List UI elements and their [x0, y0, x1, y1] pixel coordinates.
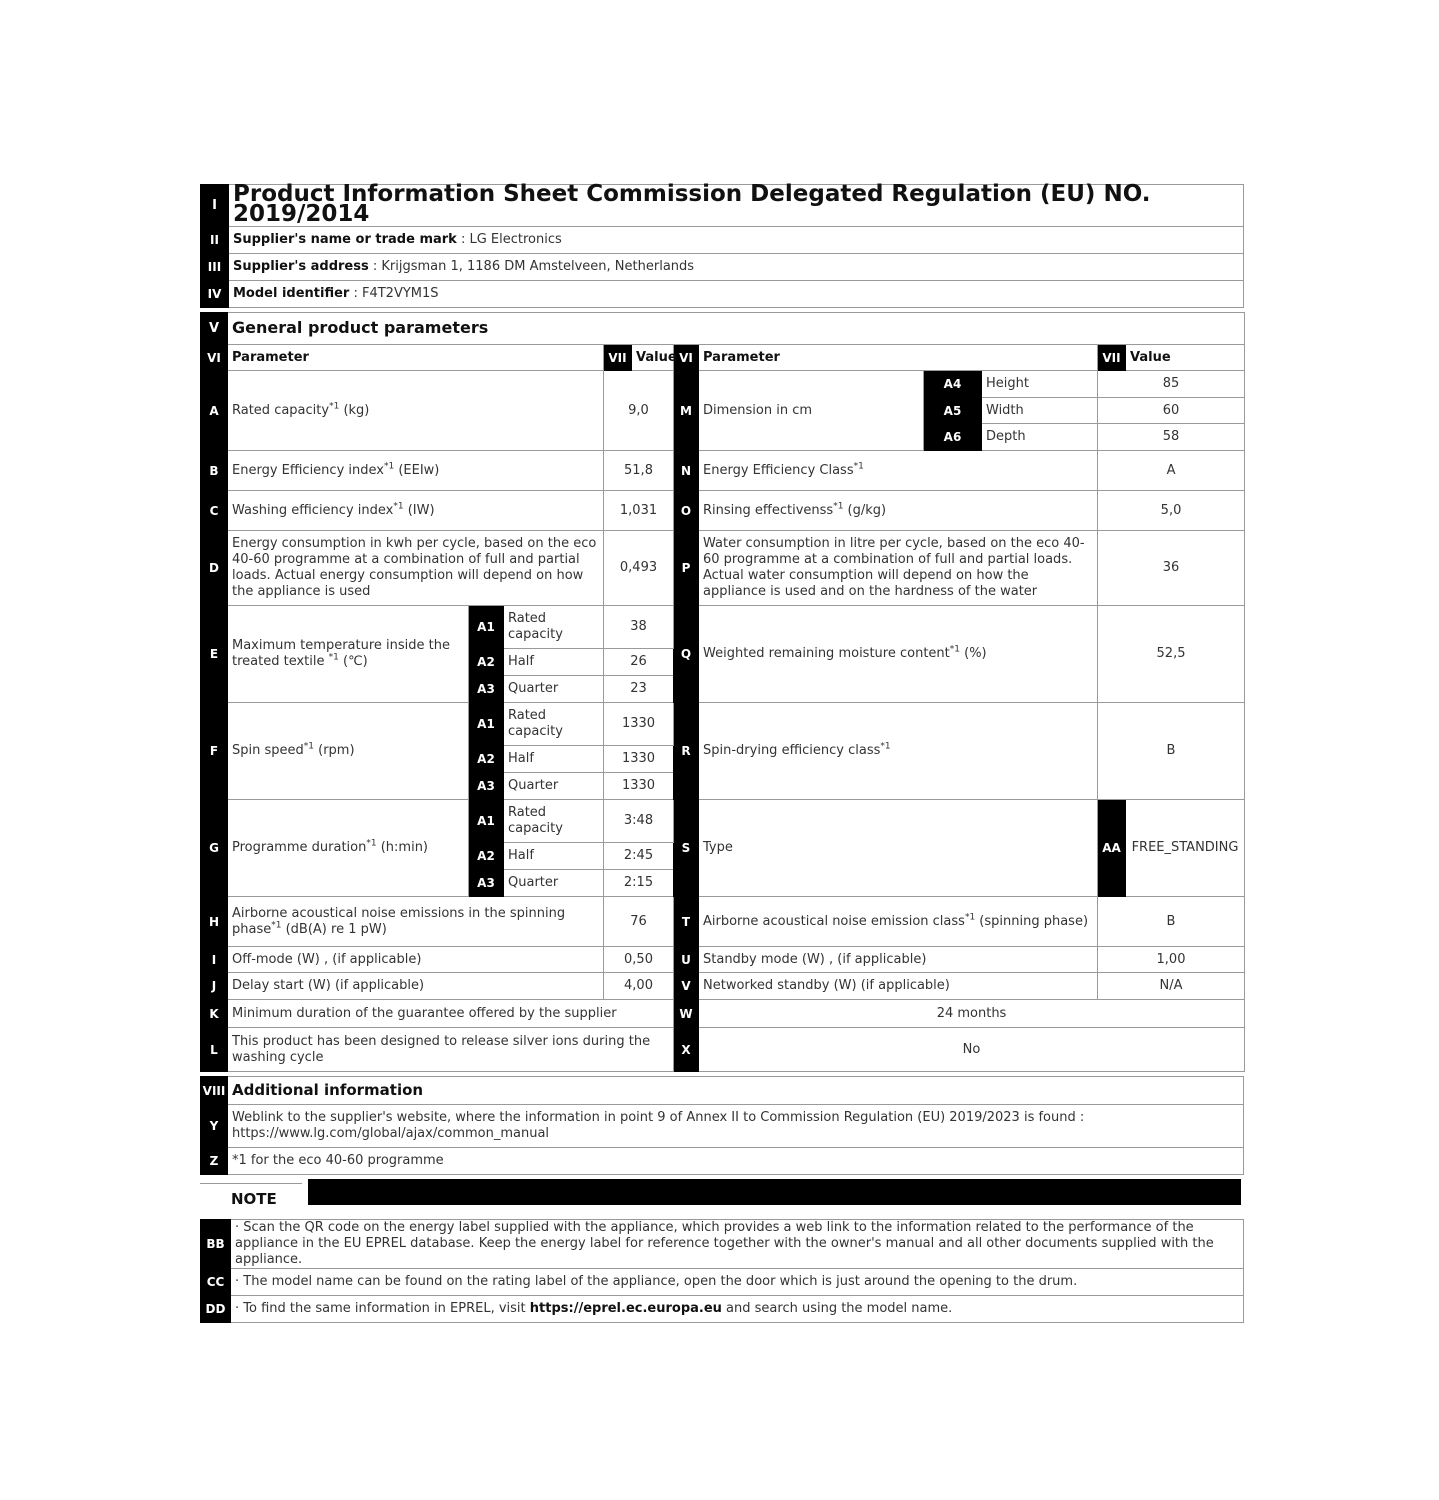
- row-key: III: [201, 254, 229, 281]
- row-key: Y: [201, 1105, 228, 1148]
- col-value: Value: [632, 345, 674, 371]
- sub-label: Quarter: [504, 870, 604, 897]
- silver-ions-label: This product has been designed to release silver ions during the washing cycle: [228, 1028, 674, 1072]
- duration-rated-value: 3:48: [604, 800, 674, 843]
- dimension-label: Dimension in cm: [699, 371, 924, 451]
- height-value: 85: [1098, 371, 1245, 398]
- rinsing-value: 5,0: [1098, 491, 1245, 531]
- sub-key: A2: [469, 746, 504, 773]
- product-information-sheet: [200, 180, 1244, 1323]
- max-temperature-label: Maximum temperature inside the treated textile $^{*1}$ (℃): [228, 606, 469, 703]
- section-title: General product parameters: [228, 313, 1245, 345]
- sub-label: Half: [504, 649, 604, 676]
- networked-standby-label: Networked standby (W) (if applicable): [699, 973, 1098, 1000]
- spin-quarter-value: 1330: [604, 773, 674, 800]
- sub-key: A3: [469, 676, 504, 703]
- row-key: IV: [201, 281, 229, 308]
- row-key: CC: [201, 1269, 231, 1296]
- weblink-text: Weblink to the supplier's website, where the information in point 9 of Annex II to Commission Regulation (EU) 2019/2023 is found : https://www.lg.com/global/ajax/common_manual: [228, 1105, 1244, 1148]
- energy-class-label: Energy Efficiency Class$^{*1}$: [699, 451, 1098, 491]
- sub-key: A1: [469, 800, 504, 843]
- row-key: Z: [201, 1148, 228, 1175]
- note-cc: · The model name can be found on the rating label of the appliance, open the door which is just around the opening to the drum.: [231, 1269, 1244, 1296]
- standby-label: Standby mode (W) , (if applicable): [699, 947, 1098, 973]
- col-parameter: Parameter: [228, 345, 604, 371]
- height-label: Height: [982, 371, 1098, 398]
- noise-emission-value: 76: [604, 897, 674, 947]
- note-header: [200, 1179, 1244, 1219]
- sub-key: A2: [469, 843, 504, 870]
- row-key: I: [201, 185, 229, 227]
- col-key: VI: [201, 345, 228, 371]
- guarantee-label: Minimum duration of the guarantee offered by the supplier: [228, 1000, 674, 1028]
- row-key: R: [674, 703, 699, 800]
- sub-key: A1: [469, 703, 504, 746]
- row-key: B: [201, 451, 228, 491]
- spin-drying-class-label: Spin-drying efficiency class$^{*1}$: [699, 703, 1098, 800]
- sub-key: A4: [924, 371, 982, 398]
- type-label: Type: [699, 800, 1098, 897]
- sub-key: AA: [1098, 800, 1126, 897]
- spin-rated-value: 1330: [604, 703, 674, 746]
- row-key: S: [674, 800, 699, 897]
- supplier-address: Supplier's address : Krijgsman 1, 1186 DM Amstelveen, Netherlands: [229, 254, 1244, 281]
- sub-key: A3: [469, 773, 504, 800]
- width-value: 60: [1098, 398, 1245, 424]
- sub-label: Quarter: [504, 773, 604, 800]
- sub-key: A5: [924, 398, 982, 424]
- general-parameters-table: [200, 312, 1245, 1072]
- off-mode-label: Off-mode (W) , (if applicable): [228, 947, 604, 973]
- networked-standby-value: N/A: [1098, 973, 1245, 1000]
- energy-class-value: A: [1098, 451, 1245, 491]
- row-key: H: [201, 897, 228, 947]
- row-key: DD: [201, 1296, 231, 1323]
- spin-drying-class-value: B: [1098, 703, 1245, 800]
- programme-duration-label: Programme duration$^{*1}$ (h:min): [228, 800, 469, 897]
- note-label: NOTE: [200, 1183, 302, 1213]
- row-key: A: [201, 371, 228, 451]
- guarantee-value: 24 months: [699, 1000, 1245, 1028]
- spin-half-value: 1330: [604, 746, 674, 773]
- energy-consumption-label: Energy consumption in kwh per cycle, based on the eco 40-60 programme at a combination of full and partial loads. Actual energy consumption will depend on how the appliance is used: [228, 531, 604, 606]
- row-key: V: [201, 313, 228, 345]
- moisture-value: 52,5: [1098, 606, 1245, 703]
- sub-label: Rated capacity: [504, 606, 604, 649]
- rated-capacity-value: 9,0: [604, 371, 674, 451]
- sub-key: A6: [924, 424, 982, 451]
- type-value: FREE_STANDING: [1126, 800, 1245, 897]
- spin-speed-label: Spin speed$^{*1}$ (rpm): [228, 703, 469, 800]
- eei-value: 51,8: [604, 451, 674, 491]
- section-title: Additional information: [228, 1077, 1244, 1105]
- eei-label: Energy Efficiency index$^{*1}$ (EEIw): [228, 451, 604, 491]
- col-parameter: Parameter: [699, 345, 1098, 371]
- row-key: BB: [201, 1220, 231, 1269]
- row-key: II: [201, 227, 229, 254]
- row-key: G: [201, 800, 228, 897]
- temperature-half-value: 26: [604, 649, 674, 676]
- temperature-quarter-value: 23: [604, 676, 674, 703]
- sub-label: Quarter: [504, 676, 604, 703]
- row-key: U: [674, 947, 699, 973]
- sub-key: A2: [469, 649, 504, 676]
- noise-class-value: B: [1098, 897, 1245, 947]
- washing-index-value: 1,031: [604, 491, 674, 531]
- noise-class-label: Airborne acoustical noise emission class$^{*1}$ (spinning phase): [699, 897, 1098, 947]
- row-key: J: [201, 973, 228, 1000]
- row-key: K: [201, 1000, 228, 1028]
- model-identifier: Model identifier : F4T2VYM1S: [229, 281, 1244, 308]
- col-value: Value: [1126, 345, 1245, 371]
- rated-capacity-label: Rated capacity$^{*1}$ (kg): [228, 371, 604, 451]
- row-key: V: [674, 973, 699, 1000]
- footnote-text: *1 for the eco 40-60 programme: [228, 1148, 1244, 1175]
- delay-start-value: 4,00: [604, 973, 674, 1000]
- sub-key: A3: [469, 870, 504, 897]
- row-key: T: [674, 897, 699, 947]
- sub-label: Rated capacity: [504, 800, 604, 843]
- row-key: D: [201, 531, 228, 606]
- sub-label: Half: [504, 746, 604, 773]
- note-dd: · To find the same information in EPREL, visit https://eprel.ec.europa.eu and search using the model name.: [231, 1296, 1244, 1323]
- temperature-rated-value: 38: [604, 606, 674, 649]
- water-consumption-value: 36: [1098, 531, 1245, 606]
- sheet-title: Product Information Sheet Commission Delegated Regulation (EU) NO. 2019/2014: [229, 185, 1244, 227]
- row-key: L: [201, 1028, 228, 1072]
- row-key: C: [201, 491, 228, 531]
- energy-consumption-value: 0,493: [604, 531, 674, 606]
- row-key: VIII: [201, 1077, 228, 1105]
- sub-label: Half: [504, 843, 604, 870]
- silver-ions-value: No: [699, 1028, 1245, 1072]
- row-key: I: [201, 947, 228, 973]
- delay-start-label: Delay start (W) (if applicable): [228, 973, 604, 1000]
- notes-table: [200, 1219, 1244, 1323]
- sub-key: A1: [469, 606, 504, 649]
- off-mode-value: 0,50: [604, 947, 674, 973]
- water-consumption-label: Water consumption in litre per cycle, based on the eco 40-60 programme at a combination of full and partial loads. Actual water consumption will depend on how the appliance is used and on the hardness of the water: [699, 531, 1098, 606]
- row-key: N: [674, 451, 699, 491]
- noise-emission-label: Airborne acoustical noise emissions in the spinning phase$^{*1}$ (dB(A) re 1 pW): [228, 897, 604, 947]
- col-key: VI: [674, 345, 699, 371]
- moisture-label: Weighted remaining moisture content$^{*1}$ (%): [699, 606, 1098, 703]
- col-key: VII: [604, 345, 632, 371]
- row-key: Q: [674, 606, 699, 703]
- rinsing-label: Rinsing effectivenss$^{*1}$ (g/kg): [699, 491, 1098, 531]
- row-key: M: [674, 371, 699, 451]
- col-key: VII: [1098, 345, 1126, 371]
- row-key: F: [201, 703, 228, 800]
- row-key: W: [674, 1000, 699, 1028]
- duration-quarter-value: 2:15: [604, 870, 674, 897]
- supplier-name: Supplier's name or trade mark : LG Electronics: [229, 227, 1244, 254]
- depth-label: Depth: [982, 424, 1098, 451]
- sub-label: Rated capacity: [504, 703, 604, 746]
- width-label: Width: [982, 398, 1098, 424]
- duration-half-value: 2:45: [604, 843, 674, 870]
- note-bar: [308, 1179, 1241, 1205]
- depth-value: 58: [1098, 424, 1245, 451]
- note-bb: · Scan the QR code on the energy label supplied with the appliance, which provides a web link to the information related to the performance of the appliance in the EU EPREL database. Keep the energy label for reference together with the owner's manual and all other documents supplied with the appliance.: [231, 1220, 1244, 1269]
- additional-information-table: [200, 1076, 1244, 1175]
- standby-value: 1,00: [1098, 947, 1245, 973]
- row-key: P: [674, 531, 699, 606]
- row-key: O: [674, 491, 699, 531]
- header-table: [200, 180, 1244, 308]
- washing-index-label: Washing efficiency index$^{*1}$ (IW): [228, 491, 604, 531]
- row-key: E: [201, 606, 228, 703]
- eprel-link[interactable]: https://eprel.ec.europa.eu: [529, 1301, 722, 1316]
- row-key: X: [674, 1028, 699, 1072]
